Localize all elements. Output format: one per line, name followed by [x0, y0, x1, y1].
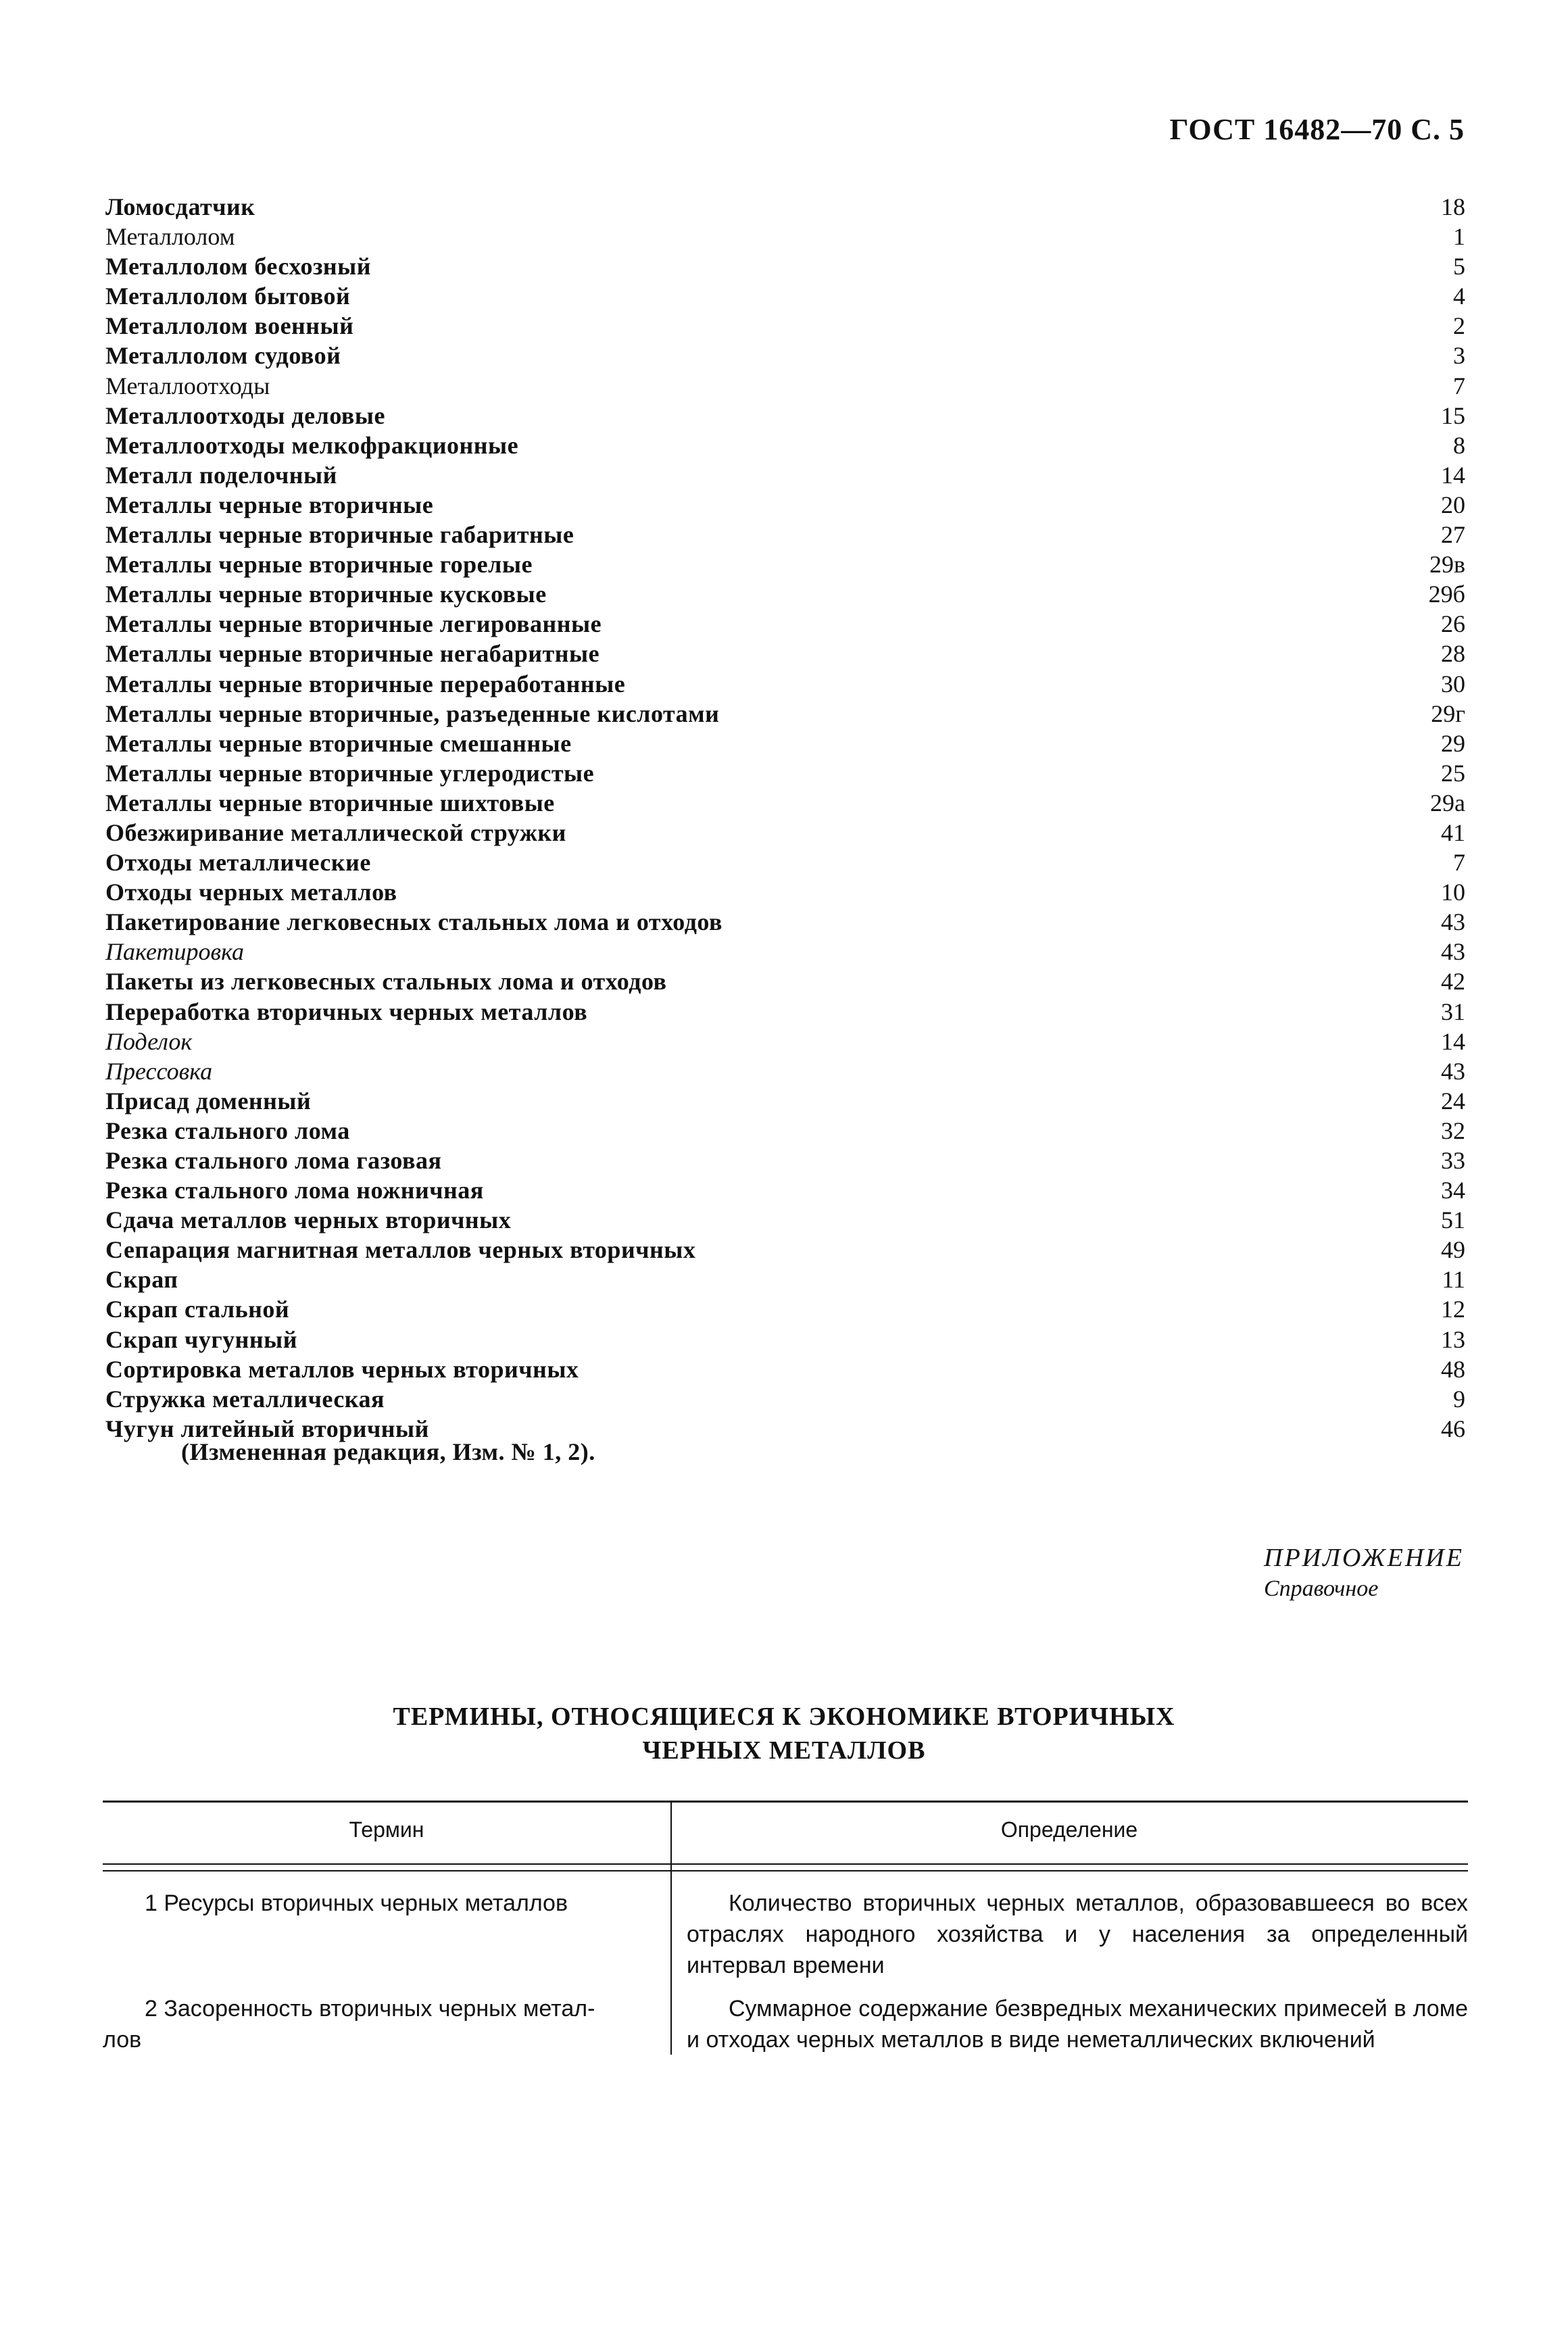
section-title-line-2: ЧЕРНЫХ МЕТАЛЛОВ [642, 1736, 926, 1765]
index-number: 7 [1453, 849, 1465, 877]
index-number: 43 [1441, 938, 1465, 966]
index-number: 27 [1441, 521, 1465, 549]
index-term: Пакетировка [105, 938, 245, 966]
index-entry [105, 639, 1465, 668]
index-number: 29г [1431, 700, 1465, 727]
index-entry [105, 937, 1465, 966]
index-entry [105, 1384, 1465, 1414]
index-term: Сдача металлов черных вторичных [105, 1206, 512, 1234]
index-entry [105, 1294, 1465, 1324]
index-entry [105, 788, 1465, 818]
index-entry [105, 848, 1465, 877]
index-number: 12 [1441, 1296, 1465, 1323]
index-entry [105, 251, 1465, 281]
definition-cell: Суммарное содержание безвредных механических примесей в ломе и отходах черных металлов в виде неметаллических включений [687, 1996, 1468, 2053]
index-number: 46 [1441, 1415, 1465, 1442]
appendix-label [1264, 1542, 1464, 1605]
index-entry [105, 1027, 1465, 1056]
index-term: Резка стального лома [105, 1117, 350, 1144]
index-term: Металлоотходы мелкофракционные [105, 431, 519, 459]
index-term: Скрап чугунный [105, 1325, 298, 1353]
index-term: Отходы черных металлов [105, 879, 397, 906]
index-number: 5 [1453, 253, 1465, 280]
index-term: Поделок [105, 1027, 193, 1055]
index-number: 20 [1441, 491, 1465, 518]
index-entry [105, 609, 1465, 639]
index-number: 9 [1453, 1385, 1465, 1413]
index-number: 28 [1441, 640, 1465, 668]
index-term: Металлолом бытовой [105, 283, 351, 310]
index-number: 2 [1453, 312, 1465, 340]
table-row [103, 1993, 1468, 2055]
definition-cell: Количество вторичных черных металлов, образовавшееся во всех отраслях народного хозяйства и у населения за определенный интервал времени [687, 1890, 1468, 1978]
header-definition: Определение [1000, 1817, 1138, 1842]
index-term: Сепарация магнитная металлов черных вторичных [105, 1236, 696, 1264]
appendix-title: ПРИЛОЖЕНИЕ [1264, 1544, 1464, 1572]
term-index [105, 192, 1465, 1464]
index-entry [105, 818, 1465, 848]
index-term: Металлы черные вторичные легированные [105, 610, 602, 638]
index-entry [105, 1056, 1465, 1086]
index-term: Металлолом судовой [105, 342, 341, 370]
index-number: 32 [1441, 1117, 1465, 1144]
index-term: Резка стального лома ножничная [105, 1177, 484, 1204]
index-entry [105, 669, 1465, 699]
index-term: Металлы черные вторичные смешанные [105, 729, 572, 757]
index-number: 15 [1441, 401, 1465, 429]
index-number: 14 [1441, 1027, 1465, 1055]
term-cell [103, 1888, 670, 1981]
index-number: 29 [1441, 729, 1465, 757]
index-term: Стружка металлическая [105, 1385, 385, 1413]
index-number: 29б [1428, 581, 1465, 608]
index-number: 25 [1441, 759, 1465, 787]
table-header [103, 1801, 1468, 1863]
index-term: Металлы черные вторичные переработанные [105, 670, 626, 698]
index-term: Металлы черные вторичные габаритные [105, 521, 574, 549]
index-term: Металл поделочный [105, 461, 337, 489]
index-entry [105, 997, 1465, 1027]
index-entry [105, 1265, 1465, 1294]
index-number: 33 [1441, 1147, 1465, 1174]
section-title-line-1: ТЕРМИНЫ, ОТНОСЯЩИЕСЯ К ЭКОНОМИКЕ ВТОРИЧНЫХ [393, 1703, 1175, 1731]
index-number: 29а [1430, 789, 1465, 816]
index-entry [105, 371, 1465, 401]
index-entry [105, 758, 1465, 788]
index-term: Металлоотходы деловые [105, 401, 385, 429]
index-term: Прессовка [105, 1057, 213, 1085]
index-term: Ломосдатчик [105, 193, 255, 220]
index-entry [105, 460, 1465, 490]
index-number: 3 [1453, 342, 1465, 370]
index-entry [105, 966, 1465, 996]
index-number: 7 [1453, 372, 1465, 399]
index-entry [105, 699, 1465, 729]
index-entry [105, 549, 1465, 579]
index-term: Металлы черные вторичные горелые [105, 551, 533, 579]
index-term: Металлы черные вторичные [105, 491, 434, 518]
index-number: 26 [1441, 610, 1465, 638]
index-entry [105, 520, 1465, 549]
index-term: Сортировка металлов черных вторичных [105, 1355, 579, 1383]
terms-table [103, 1801, 1468, 2067]
term-text-continuation: лов [103, 2027, 142, 2053]
table-body [103, 1871, 1468, 2055]
index-term: Отходы металлические [105, 849, 371, 877]
index-number: 51 [1441, 1206, 1465, 1234]
index-term: Пакеты из легковесных стальных лома и отходов [105, 968, 667, 996]
index-term: Скрап [105, 1266, 178, 1294]
index-entry [105, 1205, 1465, 1235]
index-entry [105, 1086, 1465, 1116]
index-number: 43 [1441, 1057, 1465, 1085]
index-entry [105, 729, 1465, 758]
index-term: Обезжиривание металлической стружки [105, 818, 566, 846]
index-number: 43 [1441, 908, 1465, 936]
table-row [103, 1888, 1468, 1981]
index-number: 41 [1441, 818, 1465, 846]
index-entry [105, 431, 1465, 460]
index-number: 1 [1453, 223, 1465, 251]
index-term: Скрап стальной [105, 1296, 290, 1323]
index-term: Пакетирование легковесных стальных лома и отходов [105, 908, 722, 936]
header-rule [103, 1863, 1468, 1865]
index-number: 8 [1453, 431, 1465, 459]
page-header: ГОСТ 16482—70 С. 5 [1169, 113, 1465, 146]
index-term: Металлолом военный [105, 312, 354, 340]
index-number: 48 [1441, 1355, 1465, 1383]
index-term: Металлы черные вторичные негабаритные [105, 640, 600, 668]
index-term: Присад доменный [105, 1087, 312, 1115]
index-term: Чугун литейный вторичный [105, 1415, 429, 1442]
index-entry [105, 1175, 1465, 1205]
appendix-subtitle: Справочное [1264, 1576, 1379, 1601]
index-entry [105, 341, 1465, 370]
index-entry [105, 1235, 1465, 1265]
index-number: 49 [1441, 1236, 1465, 1264]
index-entry [105, 1325, 1465, 1354]
index-note: (Измененная редакция, Изм. № 1, 2). [181, 1438, 595, 1465]
term-text: 1 Ресурсы вторичных черных металлов [145, 1890, 568, 1916]
index-entry [105, 1146, 1465, 1175]
index-term: Переработка вторичных черных металлов [105, 998, 588, 1025]
index-entry [105, 281, 1465, 311]
index-number: 42 [1441, 968, 1465, 996]
index-number: 29в [1429, 551, 1465, 579]
index-number: 18 [1441, 193, 1465, 220]
term-text: 2 Засоренность вторичных черных метал- [145, 1996, 595, 2022]
index-entry [105, 1354, 1465, 1384]
index-term: Металлоотходы [105, 372, 270, 399]
index-entry [105, 490, 1465, 520]
index-term: Металлы черные вторичные кусковые [105, 581, 547, 608]
index-entry [105, 192, 1465, 222]
term-cell [103, 1993, 670, 2055]
index-term: Резка стального лома газовая [105, 1147, 442, 1174]
index-number: 13 [1441, 1325, 1465, 1353]
index-entry [105, 579, 1465, 609]
header-term: Термин [349, 1817, 424, 1842]
index-number: 4 [1453, 283, 1465, 310]
index-entry [105, 877, 1465, 907]
index-entry [105, 1116, 1465, 1146]
index-number: 14 [1441, 461, 1465, 489]
index-entry [105, 222, 1465, 251]
index-number: 31 [1441, 998, 1465, 1025]
index-number: 24 [1441, 1087, 1465, 1115]
index-term: Металлолом [105, 223, 235, 251]
index-entry [105, 907, 1465, 937]
index-entry [105, 311, 1465, 341]
index-term: Металлы черные вторичные, разъеденные кислотами [105, 700, 720, 727]
index-number: 10 [1441, 879, 1465, 906]
index-term: Металлолом бесхозный [105, 253, 372, 280]
index-number: 30 [1441, 670, 1465, 698]
index-number: 34 [1441, 1177, 1465, 1204]
index-number: 11 [1442, 1266, 1465, 1294]
index-term: Металлы черные вторичные углеродистые [105, 759, 595, 787]
section-title [0, 1700, 1568, 1767]
index-term: Металлы черные вторичные шихтовые [105, 789, 555, 816]
index-entry [105, 401, 1465, 431]
